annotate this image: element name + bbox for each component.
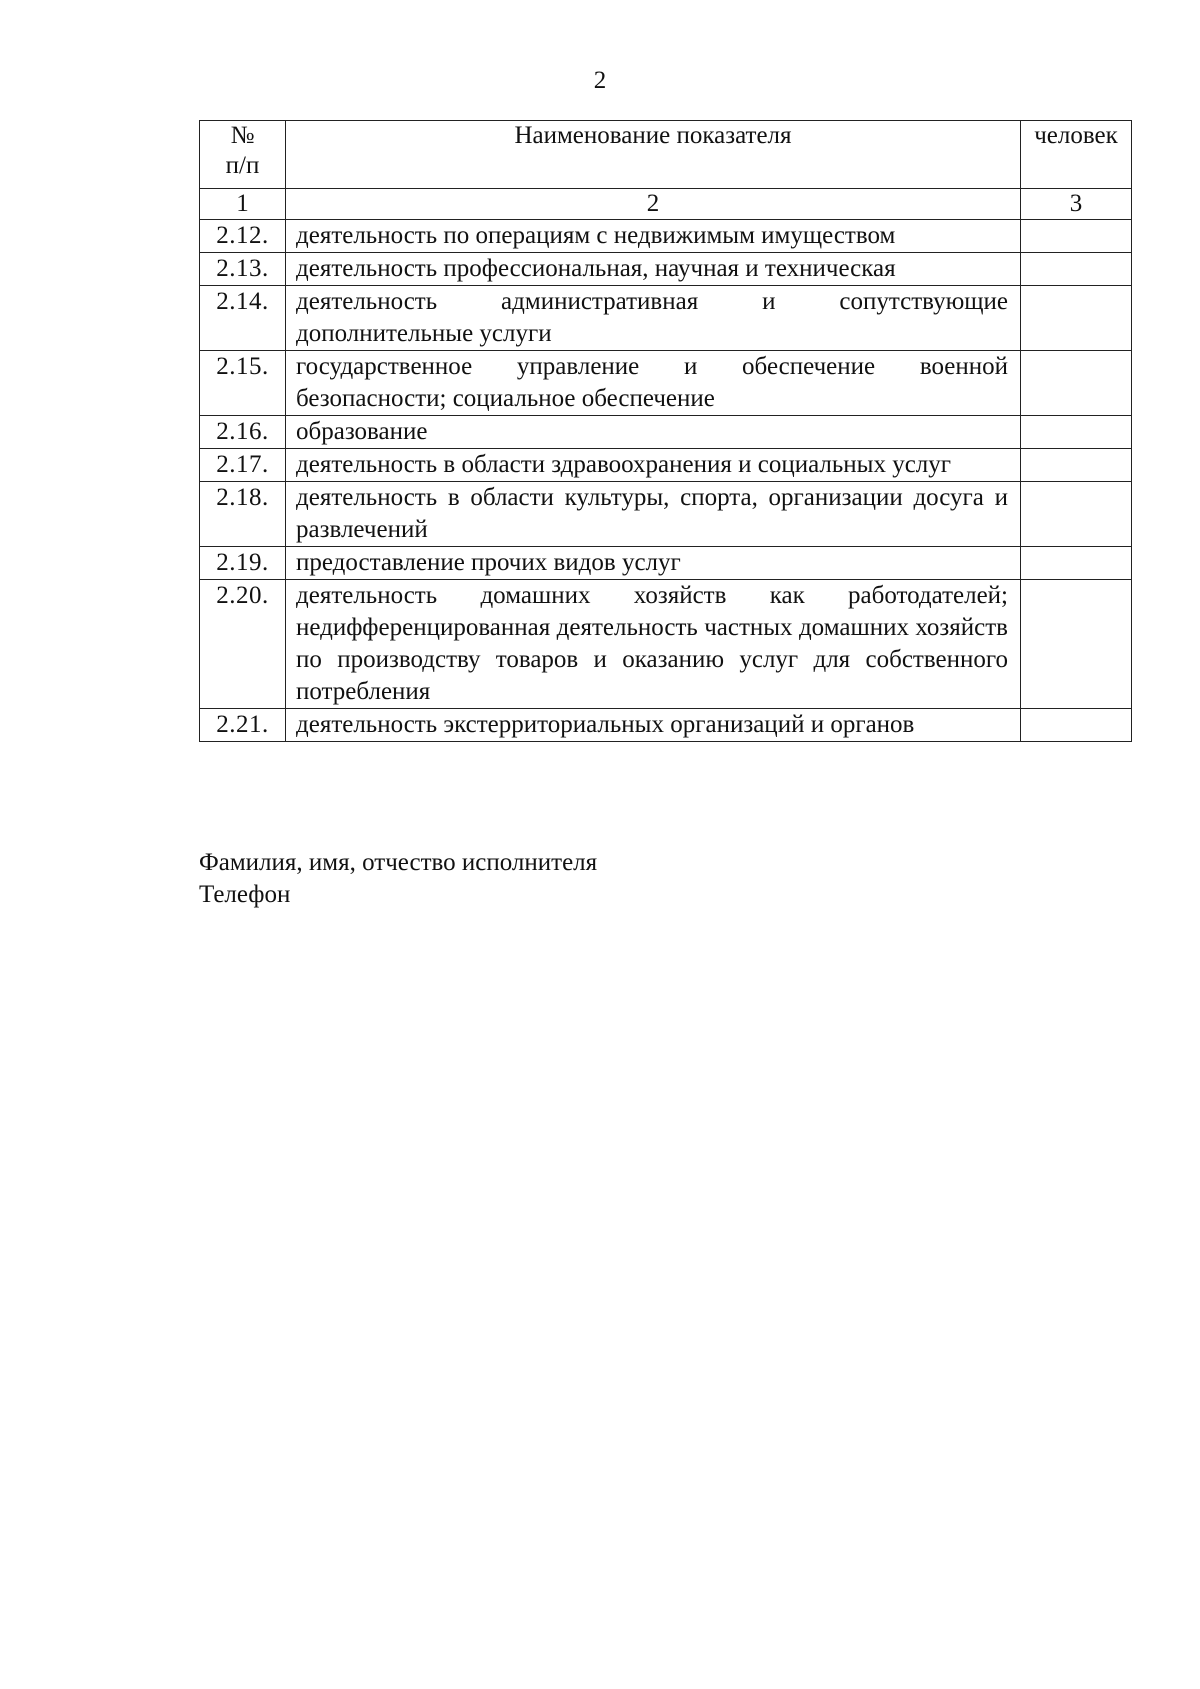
row-indicator-name: деятельность в области здравоохранения и социальных услуг	[286, 449, 1021, 482]
row-indicator-name: деятельность по операциям с недвижимым имуществом	[286, 220, 1021, 253]
table-row	[200, 709, 1132, 742]
row-indicator-name: предоставление прочих видов услуг	[286, 547, 1021, 580]
row-people-value[interactable]	[1021, 449, 1132, 482]
column-number-2: 2	[286, 189, 1021, 220]
column-numbers-row	[200, 189, 1132, 220]
row-people-value[interactable]	[1021, 351, 1132, 416]
row-people-value[interactable]	[1021, 547, 1132, 580]
table-row	[200, 286, 1132, 351]
phone-label: Телефон	[199, 881, 291, 908]
table-row	[200, 449, 1132, 482]
table-row	[200, 547, 1132, 580]
row-indicator-name: деятельность в области культуры, спорта, организации досуга и развлечений	[286, 482, 1021, 547]
row-people-value[interactable]	[1021, 416, 1132, 449]
indicators-table	[199, 120, 1132, 742]
page-number: 2	[593, 67, 607, 94]
table-header-row	[200, 121, 1132, 189]
header-number-pp: п/п	[225, 152, 260, 179]
row-number: 2.17.	[200, 449, 286, 482]
executor-name-label: Фамилия, имя, отчество исполнителя	[199, 849, 598, 876]
row-number: 2.14.	[200, 286, 286, 351]
executor-footer	[199, 847, 597, 911]
column-number-1: 1	[200, 189, 286, 220]
row-people-value[interactable]	[1021, 253, 1132, 286]
row-people-value[interactable]	[1021, 709, 1132, 742]
table-row	[200, 416, 1132, 449]
header-people: человек	[1021, 121, 1132, 189]
row-number: 2.19.	[200, 547, 286, 580]
column-number-3: 3	[1021, 189, 1132, 220]
row-indicator-name: деятельность экстерриториальных организаций и органов	[286, 709, 1021, 742]
table-row	[200, 351, 1132, 416]
row-people-value[interactable]	[1021, 286, 1132, 351]
row-number: 2.12.	[200, 220, 286, 253]
row-indicator-name: деятельность административная и сопутствующие дополнительные услуги	[286, 286, 1021, 351]
table-row	[200, 580, 1132, 709]
row-number: 2.18.	[200, 482, 286, 547]
table-row	[200, 482, 1132, 547]
row-number: 2.20.	[200, 580, 286, 709]
row-people-value[interactable]	[1021, 482, 1132, 547]
row-number: 2.16.	[200, 416, 286, 449]
row-people-value[interactable]	[1021, 220, 1132, 253]
table-row	[200, 220, 1132, 253]
header-number-sign: №	[230, 122, 255, 149]
header-number	[200, 121, 286, 189]
row-indicator-name: деятельность домашних хозяйств как работодателей; недифференцированная деятельность частных домашних хозяйств по производству товаров и оказанию услуг для собственного потребления	[286, 580, 1021, 709]
header-indicator-name: Наименование показателя	[286, 121, 1021, 189]
row-number: 2.15.	[200, 351, 286, 416]
row-number: 2.21.	[200, 709, 286, 742]
row-indicator-name: образование	[286, 416, 1021, 449]
row-number: 2.13.	[200, 253, 286, 286]
row-indicator-name: государственное управление и обеспечение военной безопасности; социальное обеспечение	[286, 351, 1021, 416]
row-indicator-name: деятельность профессиональная, научная и техническая	[286, 253, 1021, 286]
row-people-value[interactable]	[1021, 580, 1132, 709]
table-row	[200, 253, 1132, 286]
